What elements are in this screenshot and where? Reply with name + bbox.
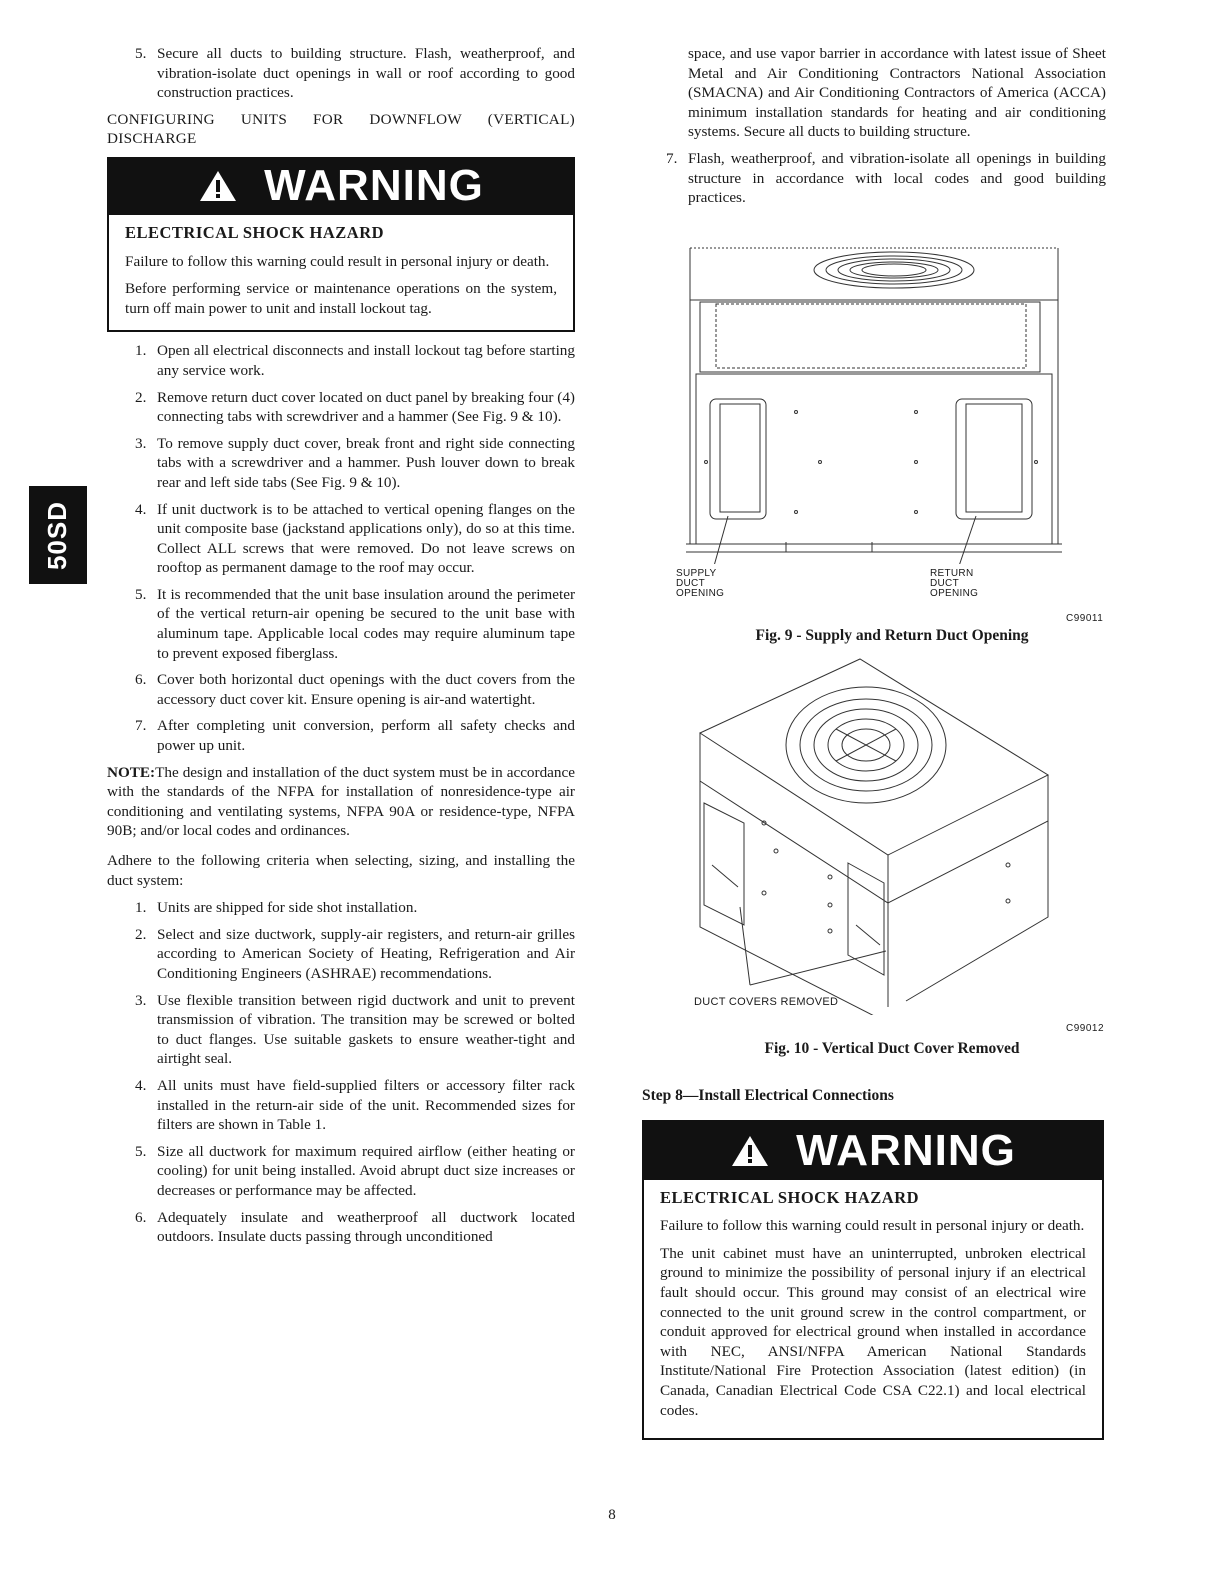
- warning-label: WARNING: [264, 161, 484, 211]
- continued-list: [638, 149, 1106, 208]
- duct-covers-label: DUCT COVERS REMOVED: [694, 996, 839, 1008]
- warning-box: [642, 1120, 1104, 1441]
- figure-id: C99012: [1066, 1023, 1105, 1034]
- left-column: [107, 44, 575, 1254]
- figure-caption: Fig. 9 - Supply and Return Duct Opening: [755, 627, 1029, 644]
- figure-10: [676, 655, 1108, 1065]
- adhere-paragraph: Adhere to the following criteria when selecting, sizing, and installing the duct system:: [107, 852, 575, 889]
- warning-header: [644, 1122, 1102, 1180]
- warning-body: [644, 1180, 1102, 1439]
- warning-label: WARNING: [796, 1125, 1016, 1175]
- list-item: 4. All units must have field-supplied filters or accessory filter rack installed in the return-air side of the unit. Recommended sizes for filters are shown in Table 1.: [135, 1076, 575, 1134]
- figure-id: C99011: [1066, 613, 1104, 624]
- warning-body: [109, 215, 573, 330]
- step-heading: Step 8—Install Electrical Connections: [642, 1087, 894, 1104]
- list-item: 7. Flash, weatherproof, and vibration-isolate all openings in building structure in accordance with local codes and good building practices.: [666, 149, 1106, 207]
- list-item: 1. Units are shipped for side shot installation.: [135, 899, 418, 917]
- warning-title: ELECTRICAL SHOCK HAZARD: [125, 222, 385, 242]
- step-8-section: [642, 1086, 1104, 1449]
- list-item: 5. Secure all ducts to building structure. Flash, weatherproof, and vibration-isolate duct openings in wall or roof according to good construction practices.: [135, 45, 575, 102]
- warning-triangle-icon: [730, 1134, 770, 1168]
- list-item: 4. If unit ductwork is to be attached to vertical opening flanges on the unit composite base (jackstand applications only), do so at this time. Collect ALL screws that were removed. Do not leave screws on rooftop as permanent damage to the roof may occur.: [135, 500, 575, 577]
- list-item: 5. It is recommended that the unit base insulation around the perimeter of the vertical return-air opening be secured to the unit base with aluminum tape. Applicable local codes may require aluminum tape to prevent exposed fiberglass.: [135, 585, 575, 662]
- list-item: 3. To remove supply duct cover, break front and right side connecting tabs with a screwdriver and a hammer. Push louver down to break rear and left side tabs (See Fig. 9 & 10).: [135, 434, 575, 491]
- warning-title: ELECTRICAL SHOCK HAZARD: [660, 1187, 920, 1207]
- note-label: NOTE:: [107, 763, 156, 781]
- page-number: 8: [608, 1507, 616, 1523]
- warning-text: Before performing service or maintenance operations on the system, turn off main power to unit and install lockout tag.: [125, 280, 557, 317]
- list-item: 1. Open all electrical disconnects and install lockout tag before starting any service work.: [135, 342, 575, 379]
- list-item: 2. Remove return duct cover located on duct panel by breaking four (4) connecting tabs with screwdriver and a hammer (See Fig. 9 & 10).: [135, 388, 575, 426]
- right-column: [638, 44, 1106, 215]
- warning-triangle-icon: [198, 169, 238, 203]
- note-text: The design and installation of the duct system must be in accordance with the standards of the NFPA for installation of nonresidence-type air conditioning and ventilating systems, NFPA 90A or residence-type, NFPA 90B; and/or local codes and ordinances.: [107, 763, 575, 840]
- continued-paragraph: space, and use vapor barrier in accordance with latest issue of Sheet Metal and Air Conditioning Contractors National Association (SMACNA) and Air Conditioning Contractors of America (ACCA) minimum installation standards for heating and air conditioning systems. Secure all ducts to building structure.: [688, 45, 1106, 141]
- section-side-tab: [29, 486, 87, 584]
- warning-header: [109, 157, 573, 215]
- list-item: 6. Cover both horizontal duct openings with the duct covers from the accessory duct cover kit. Ensure opening is air-and watertight.: [135, 671, 575, 708]
- vertical-duct-cover-diagram: [676, 655, 1108, 1015]
- warning-box: [107, 157, 575, 332]
- config-heading: CONFIGURING UNITS FOR DOWNFLOW (VERTICAL) DISCHARGE: [107, 110, 575, 148]
- top-list: [107, 44, 575, 103]
- list-item: 3. Use flexible transition between rigid ductwork and unit to prevent transmission of vibration. The transition may be screwed or bolted to duct flanges. Use suitable gaskets to ensure weather-tight and airtight seal.: [135, 991, 575, 1068]
- warning-text: Failure to follow this warning could result in personal injury or death.: [660, 1217, 1085, 1235]
- duct-opening-diagram: [676, 244, 1108, 564]
- figure-caption: Fig. 10 - Vertical Duct Cover Removed: [764, 1040, 1020, 1057]
- list-item: 2. Select and size ductwork, supply-air registers, and return-air grilles according to American Society of Heating, Refrigeration and Air Conditioning Engineers (ASHRAE) recommendations.: [135, 925, 575, 982]
- warning-text: The unit cabinet must have an uninterrupted, unbroken electrical ground to minimize the possibility of personal injury if an electrical fault should occur. This ground may consist of an electrical wire connected to the unit ground screw in the control compartment, or conduit approved for electrical ground when installed in accordance with NEC, ANSI/NFPA American National Standards Institute/National Fire Protection Association (latest edition) (in Canada, Canadian Electrical Code CSA C22.1) and local electrical codes.: [660, 1244, 1086, 1419]
- duct-criteria-list: [107, 898, 575, 1247]
- return-duct-label: RETURN DUCT OPENING: [930, 568, 979, 599]
- warning-text: Failure to follow this warning could result in personal injury or death.: [125, 252, 550, 270]
- figure-9: [676, 244, 1108, 649]
- list-item: 5. Size all ductwork for maximum required airflow (either heating or cooling) for unit being installed. Avoid abrupt duct size increases or decreases or performance may be affected.: [135, 1142, 575, 1199]
- conversion-steps: [107, 341, 575, 755]
- side-tab-label: 50SD: [42, 500, 73, 570]
- supply-duct-label: SUPPLY DUCT OPENING: [676, 568, 725, 599]
- note-paragraph: [107, 763, 575, 841]
- list-item: 6. Adequately insulate and weatherproof all ductwork located outdoors. Insulate ducts passing through unconditioned: [135, 1208, 575, 1246]
- list-item: 7. After completing unit conversion, perform all safety checks and power up unit.: [135, 717, 575, 755]
